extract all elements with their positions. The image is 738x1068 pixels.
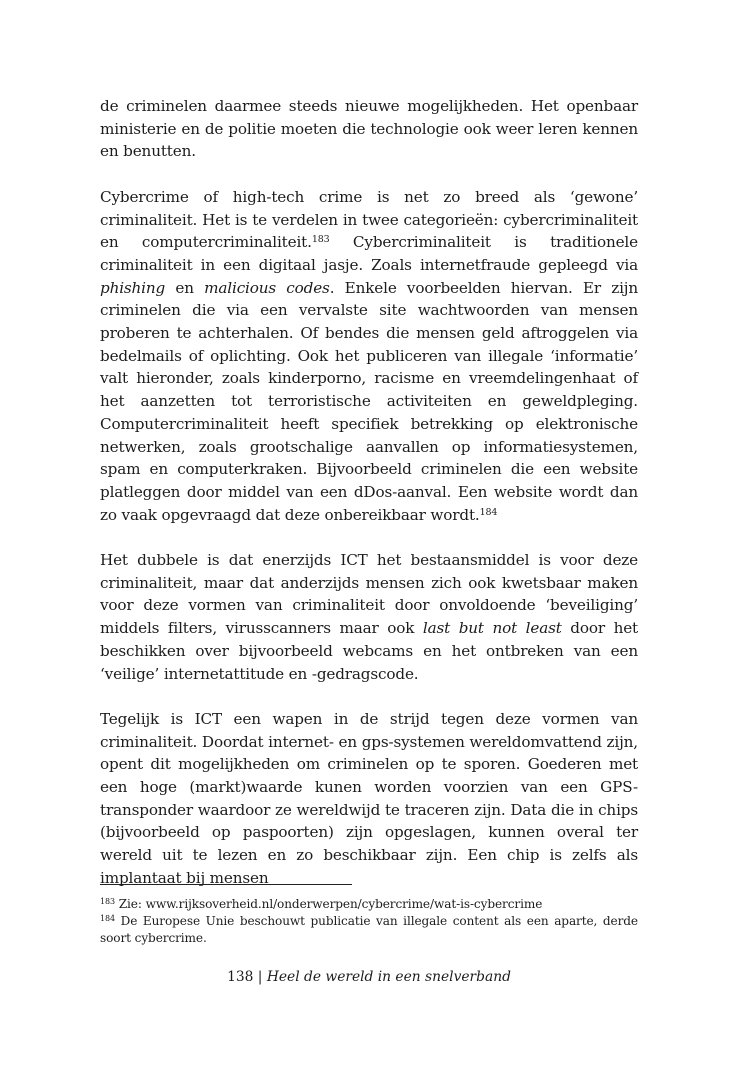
page-number: 138	[227, 969, 254, 985]
paragraph-1: de criminelen daarmee steeds nieuwe mogelijkheden. Het openbaar ministerie en de politie moeten die technologie ook weer leren kennen en benutten.	[100, 97, 638, 161]
footnotes	[100, 896, 638, 948]
book-title: Heel de wereld in een snelverband	[266, 969, 511, 985]
footnote-text: De Europese Unie beschouwt publicatie van illegale content als een aparte, derde soort cybercrime.	[100, 914, 638, 946]
paragraph-4: Tegelijk is ICT een wapen in de strijd tegen deze vormen van criminaliteit. Doordat internet- en gps-systemen wereldomvattend zijn, opent dit mogelijkheden om criminelen op te sporen. Goederen met een hoge (markt)waarde kunen worden voorzien van een GPS-transponder waardoor ze wereldwijd te traceren zijn. Data die in chips (bijvoorbeeld op paspoorten) zijn opgeslagen, kunnen overal ter wereld uit te lezen en zo beschikbaar zijn. Een chip is zelfs als implantaat bij mensen	[100, 709, 638, 887]
emphasis-phishing: phishing	[100, 278, 166, 297]
paragraph-3: Het dubbele is dat enerzijds ICT het bestaansmiddel is voor deze criminaliteit, maar dat anderzijds mensen zich ook kwetsbaar maken voor deze vormen van criminaliteit door onvoldoende ‘beveiliging’ middels filters, virusscanners maar ook last but not least door het beschikken over bijvoorbeeld webcams en het ontbreken van een ‘veilige’ internetattitude en -gedragscode.	[100, 551, 638, 683]
footnote-number: 184	[100, 914, 115, 924]
emphasis-last-but-not-least: last but not least	[422, 619, 562, 638]
footnote-183	[100, 896, 638, 913]
body-text	[100, 95, 638, 912]
footnote-184	[100, 913, 638, 947]
page-footer	[0, 968, 738, 986]
paragraph-2: Cybercrime of high-tech crime is net zo breed als ‘gewone’ criminaliteit. Het is te verdelen in twee categorieën: cybercriminaliteit en computercriminaliteit.$^{183}$ Cybercriminaliteit is traditionele criminaliteit in een digitaal jasje. Zoals internetfraude gepleegd via phishing en malicious codes. Enkele voorbeelden hiervan. Er zijn criminelen die via een vervalste site wachtwoorden van mensen proberen te achterhalen. Of bendes die mensen geld aftroggelen via bedelmails of oplichting. Ook het publiceren van illegale ‘informatie’ valt hieronder, zoals kinderporno, racisme en vreemdelingenhaat of het aanzetten tot terroristische activiteiten en geweldpleging. Computercriminaliteit heeft specifiek betrekking op elektronische netwerken, zoals grootschalige aanvallen op informatiesystemen, spam en computerkraken. Bijvoorbeeld criminelen die een website platleggen door middel van een dDos-aanval. Een website wordt dan zo vaak opgevraagd dat deze onbereikbaar wordt.$^{184}$	[100, 187, 638, 524]
footnote-divider	[100, 884, 352, 885]
footer-separator: |	[253, 969, 267, 985]
footnote-number: 183	[100, 897, 115, 906]
emphasis-malicious-codes: malicious codes	[204, 278, 330, 297]
footnote-ref-183[interactable]: 183	[311, 234, 330, 246]
footnote-text: Zie: www.rijksoverheid.nl/onderwerpen/cybercrime/wat-is-cybercrime	[114, 897, 543, 911]
footnote-ref-184[interactable]: 184	[479, 506, 498, 518]
